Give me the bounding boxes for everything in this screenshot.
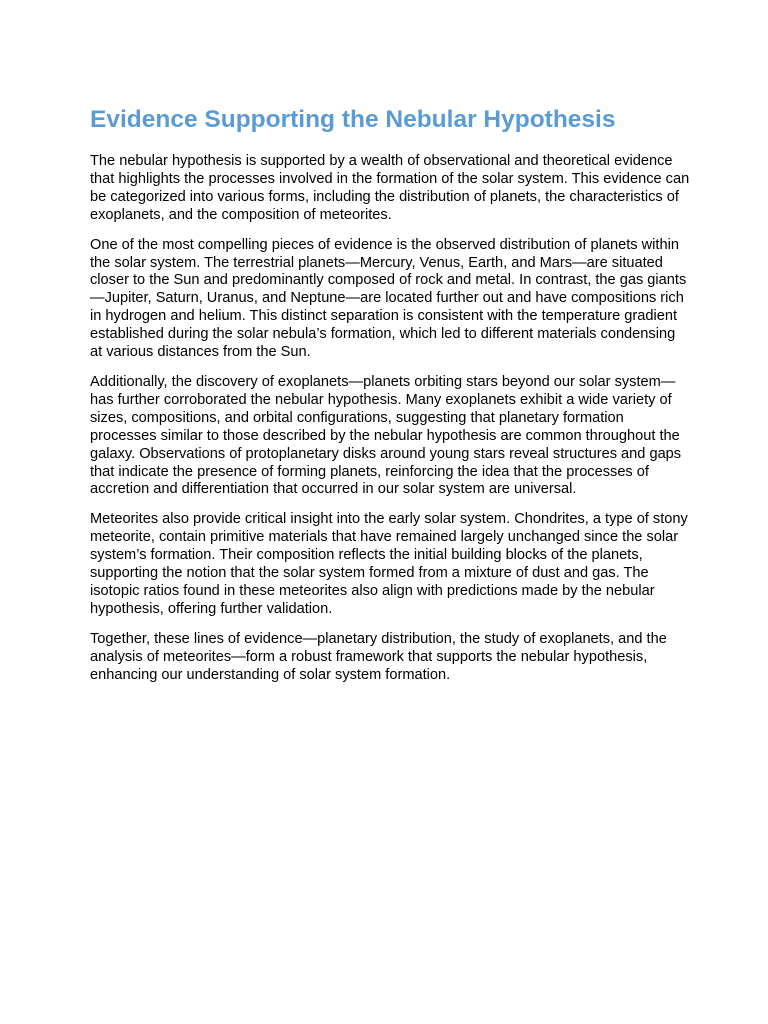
paragraph-meteorites: Meteorites also provide critical insight into the early solar system. Chondrites, a type of stony meteorite, contain primitive materials that have remained largely unchanged since the solar system’s formation. Their composition reflects the initial building blocks of the planets, supporting the notion that the solar system formed from a mixture of dust and gas. The isotopic ratios found in these meteorites also align with predictions made by the nebular hypothesis, offering further validation. xyxy=(90,511,688,617)
paragraph-planet-distribution: One of the most compelling pieces of evidence is the observed distribution of planets within the solar system. The terrestrial planets—Mercury, Venus, Earth, and Mars—are situated closer to the Sun and predominantly composed of rock and metal. In contrast, the gas giants—Jupiter, Saturn, Uranus, and Neptune—are located further out and have compositions rich in hydrogen and helium. This distinct separation is consistent with the temperature gradient established during the solar nebula’s formation, which led to different materials condensing at various distances from the Sun. xyxy=(90,236,687,361)
document-body xyxy=(90,104,690,696)
document-title: Evidence Supporting the Nebular Hypothesis xyxy=(90,106,616,133)
paragraph-intro: The nebular hypothesis is supported by a wealth of observational and theoretical evidence that highlights the processes involved in the formation of the solar system. This evidence can be categorized into various forms, including the distribution of planets, the characteristics of exoplanets, and the composition of meteorites. xyxy=(90,153,690,223)
paragraph-conclusion: Together, these lines of evidence—planetary distribution, the study of exoplanets, and the analysis of meteorites—form a robust framework that supports the nebular hypothesis, enhancing our understanding of solar system formation. xyxy=(90,630,667,683)
paragraph-exoplanets: Additionally, the discovery of exoplanets—planets orbiting stars beyond our solar system—has further corroborated the nebular hypothesis. Many exoplanets exhibit a wide variety of sizes, compositions, and orbital configurations, suggesting that planetary formation processes similar to those described by the nebular hypothesis are common throughout the galaxy. Observations of protoplanetary disks around young stars reveal structures and gaps that indicate the presence of forming planets, reinforcing the idea that the processes of accretion and differentiation that occurred in our solar system are universal. xyxy=(90,373,682,498)
